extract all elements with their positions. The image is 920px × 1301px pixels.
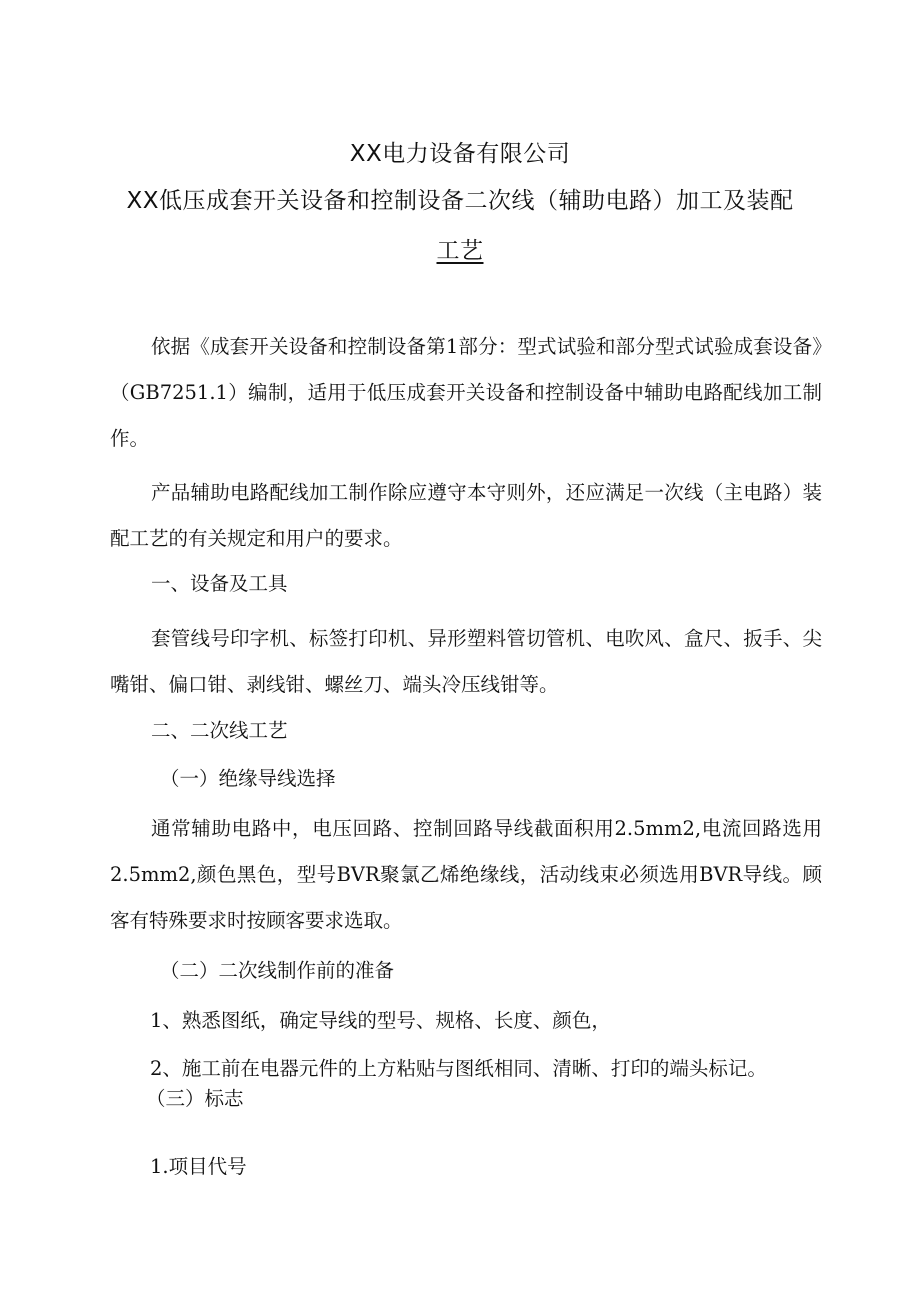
company-title: XX电力设备有限公司 [349, 141, 571, 167]
subsection2-item-2: 2、施工前在电器元件的上方粘贴与图纸相同、清晰、打印的端头标记。 [150, 1057, 767, 1080]
document-title: XX低压成套开关设备和控制设备二次线（辅助电路）加工及装配 [126, 188, 794, 214]
subsection2-item-1: 1、熟悉图纸，确定导线的型号、规格、长度、颜色， [150, 1009, 611, 1032]
subsection3-heading: （三）标志 [146, 1087, 244, 1110]
document-title-line2: 工艺 [436, 238, 484, 264]
subsection1-body: 通常辅助电路中，电压回路、控制回路导线截面积用2.5mm2,电流回路选用2.5mm2,颜色黑色，型号BVR聚氯乙烯绝缘线，活动线束必须选用BVR导线。顾客有特殊要求时按顾客要求选取。 [110, 817, 822, 932]
subsection1-heading: （一）绝缘导线选择 [160, 767, 336, 790]
intro-paragraph: 依据《成套开关设备和控制设备第1部分：型式试验和部分型式试验成套设备》（GB7251.1）编制，适用于低压成套开关设备和控制设备中辅助电路配线加工制作。 [110, 335, 822, 450]
subsection3-item-1: 1.项目代号 [150, 1155, 247, 1178]
requirement-paragraph: 产品辅助电路配线加工制作除应遵守本守则外，还应满足一次线（主电路）装配工艺的有关规定和用户的要求。 [110, 481, 822, 550]
section1-body: 套管线号印字机、标签打印机、异形塑料管切管机、电吹风、盒尺、扳手、尖嘴钳、偏口钳、剥线钳、螺丝刀、端头冷压线钳等。 [110, 627, 822, 696]
section2-heading: 二、二次线工艺 [151, 719, 288, 742]
subsection2-heading: （二）二次线制作前的准备 [160, 959, 395, 982]
section1-heading: 一、设备及工具 [151, 572, 288, 595]
document-title-continued [0, 236, 920, 266]
